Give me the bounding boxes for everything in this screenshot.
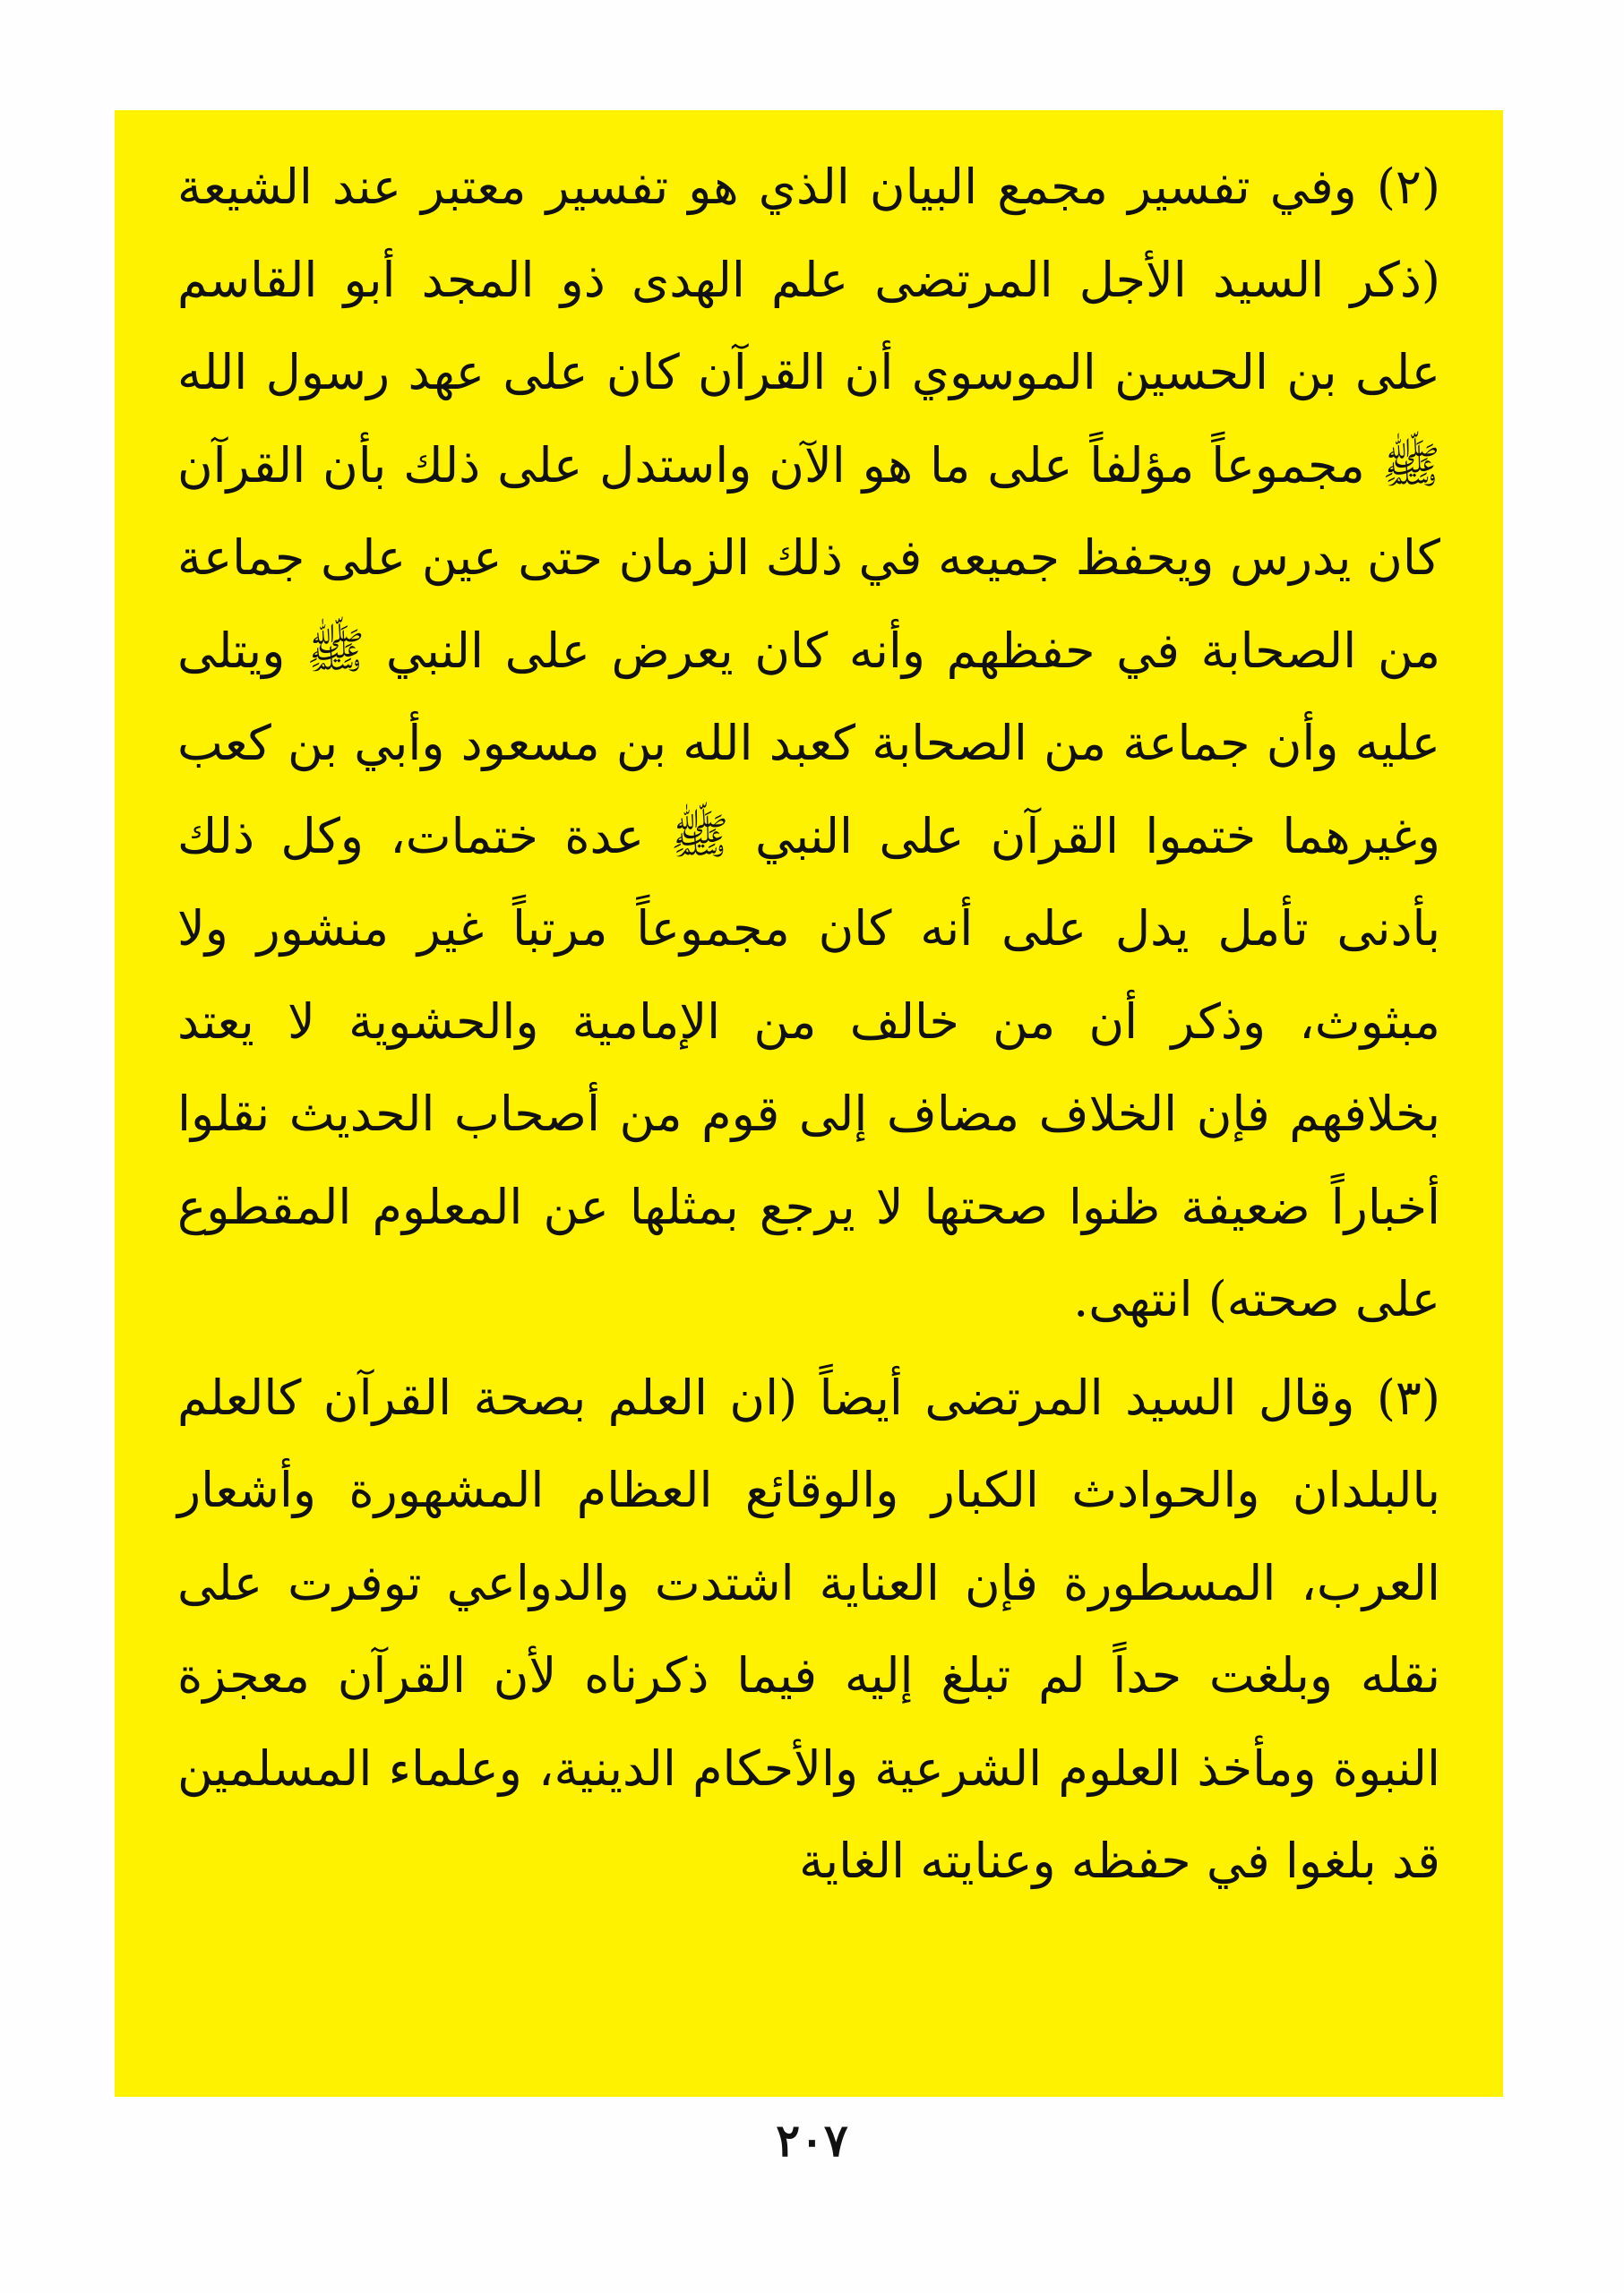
paragraph-2: (٢) وفي تفسير مجمع البيان الذي هو تفسير معتبر عند الشيعة (ذكر السيد الأجل المرتضى علم الهدى ذو المجد أبو القاسم على بن الحسين الموسوي أن القرآن كان على عهد رسول الله ﷺ مجموعاً مؤلفاً على ما هو الآن واستدل على ذلك بأن القرآن كان يدرس ويحفظ جميعه في ذلك الزمان حتى عين على جماعة من الصحابة في حفظهم وأنه كان يعرض على النبي ﷺ ويتلى عليه وأن جماعة من الصحابة كعبد الله بن مسعود وأبي بن كعب وغيرهما ختموا القرآن على النبي ﷺ عدة ختمات، وكل ذلك بأدنى تأمل يدل على أنه كان مجموعاً مرتباً غير منشور ولا مبثوث، وذكر أن من خالف من الإمامية والحشوية لا يعتد بخلافهم فإن الخلاف مضاف إلى قوم من أصحاب الحديث نقلوا أخباراً ضعيفة ظنوا صحتها لا يرجع بمثلها عن المعلوم المقطوع على صحته) انتهى. — [177, 159, 1440, 1327]
page-number: ٢٠٧ — [776, 2114, 848, 2167]
highlighted-text-block — [115, 110, 1503, 2097]
paragraph-3: (٣) وقال السيد المرتضى أيضاً (ان العلم بصحة القرآن كالعلم بالبلدان والحوادث الكبار والوقائع العظام المشهورة وأشعار العرب، المسطورة فإن العناية اشتدت والدواعي توفرت على نقله وبلغت حداً لم تبلغ إليه فيما ذكرناه لأن القرآن معجزة النبوة ومأخذ العلوم الشرعية والأحكام الدينية، وعلماء المسلمين قد بلغوا في حفظه وعنايته الغاية — [177, 1369, 1440, 1889]
